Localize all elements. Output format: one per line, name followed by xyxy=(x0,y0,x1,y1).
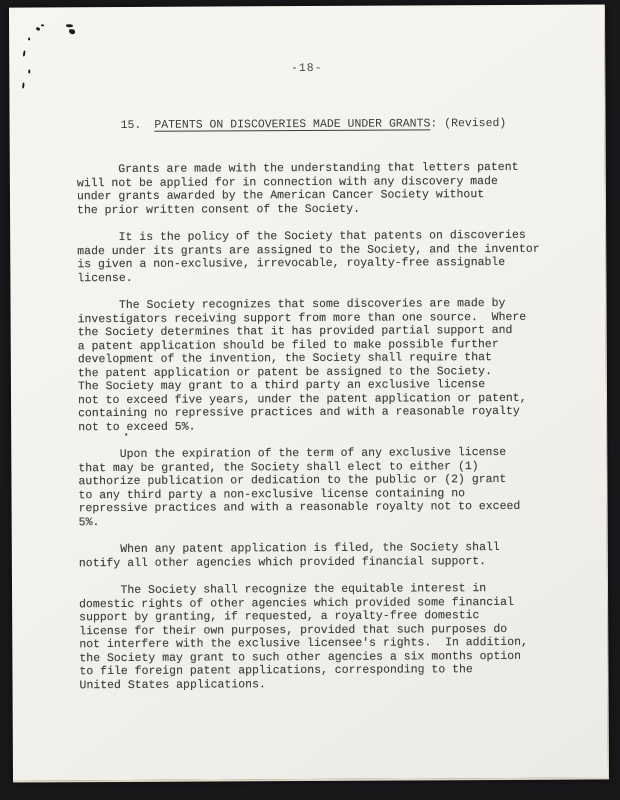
document-body xyxy=(77,161,580,707)
paragraph: The Society shall recognize the equitable interest in domestic rights of other agencies which provided some financial support by granting, if requested, a royalty-free domestic license for their own purposes, provided that such purposes do not interfere with the exclusive licensee's rights. In addition, the Society may grant to such other agencies a six months option to file foreign patent applications, corresponding to the United States applications. xyxy=(78,582,528,692)
section-number: 15. xyxy=(120,118,142,132)
ink-speck xyxy=(41,24,44,26)
paragraph: Grants are made with the understanding that letters patent will not be applied for in connection with any discovery made under grants awarded by the American Cancer Society without the prior written consent of the Society. xyxy=(76,160,519,217)
page-number: -18- xyxy=(290,61,323,76)
document-page xyxy=(9,4,609,782)
section-title-suffix: : (Revised) xyxy=(430,116,507,131)
paragraph: The Society recognizes that some discoveries are made by investigators receiving support from more than one source. Where the Society determines that it has provided partial support and a patent application should be filed to make possible further development of the invention, the Society shall require that the patent application or patent be assigned to the Society. The Society may grant to a third party an exclusive license not to exceed five years, under the patent application or patent, containing no repressive practices and with a reasonable royalty not to exceed 5%. xyxy=(77,296,527,434)
ink-speck xyxy=(36,27,41,31)
paragraph: Upon the expiration of the term of any exclusive license that may be granted, the Society shall elect to either (1) authorize publication or dedication to the public or (2) grant to any third party a non-exclusive license containing no repressive practices and with a reasonable royalty not to exceed 5%. xyxy=(78,445,521,529)
ink-speck xyxy=(69,29,75,34)
ink-speck xyxy=(66,24,73,27)
paragraph: When any patent application is filed, the Society shall notify all other agencies which provided financial support. xyxy=(78,541,500,570)
paragraph: It is the policy of the Society that patents on discoveries made under its grants are assigned to the Society, and the inventor is given a non-exclusive, irrevocable, royalty-free assignable license. xyxy=(77,228,540,285)
ink-speck xyxy=(23,50,26,56)
ink-speck xyxy=(22,82,25,88)
section-heading xyxy=(121,117,507,132)
ink-speck xyxy=(28,37,30,40)
section-title: PATENTS ON DISCOVERIES MADE UNDER GRANTS xyxy=(154,117,431,132)
